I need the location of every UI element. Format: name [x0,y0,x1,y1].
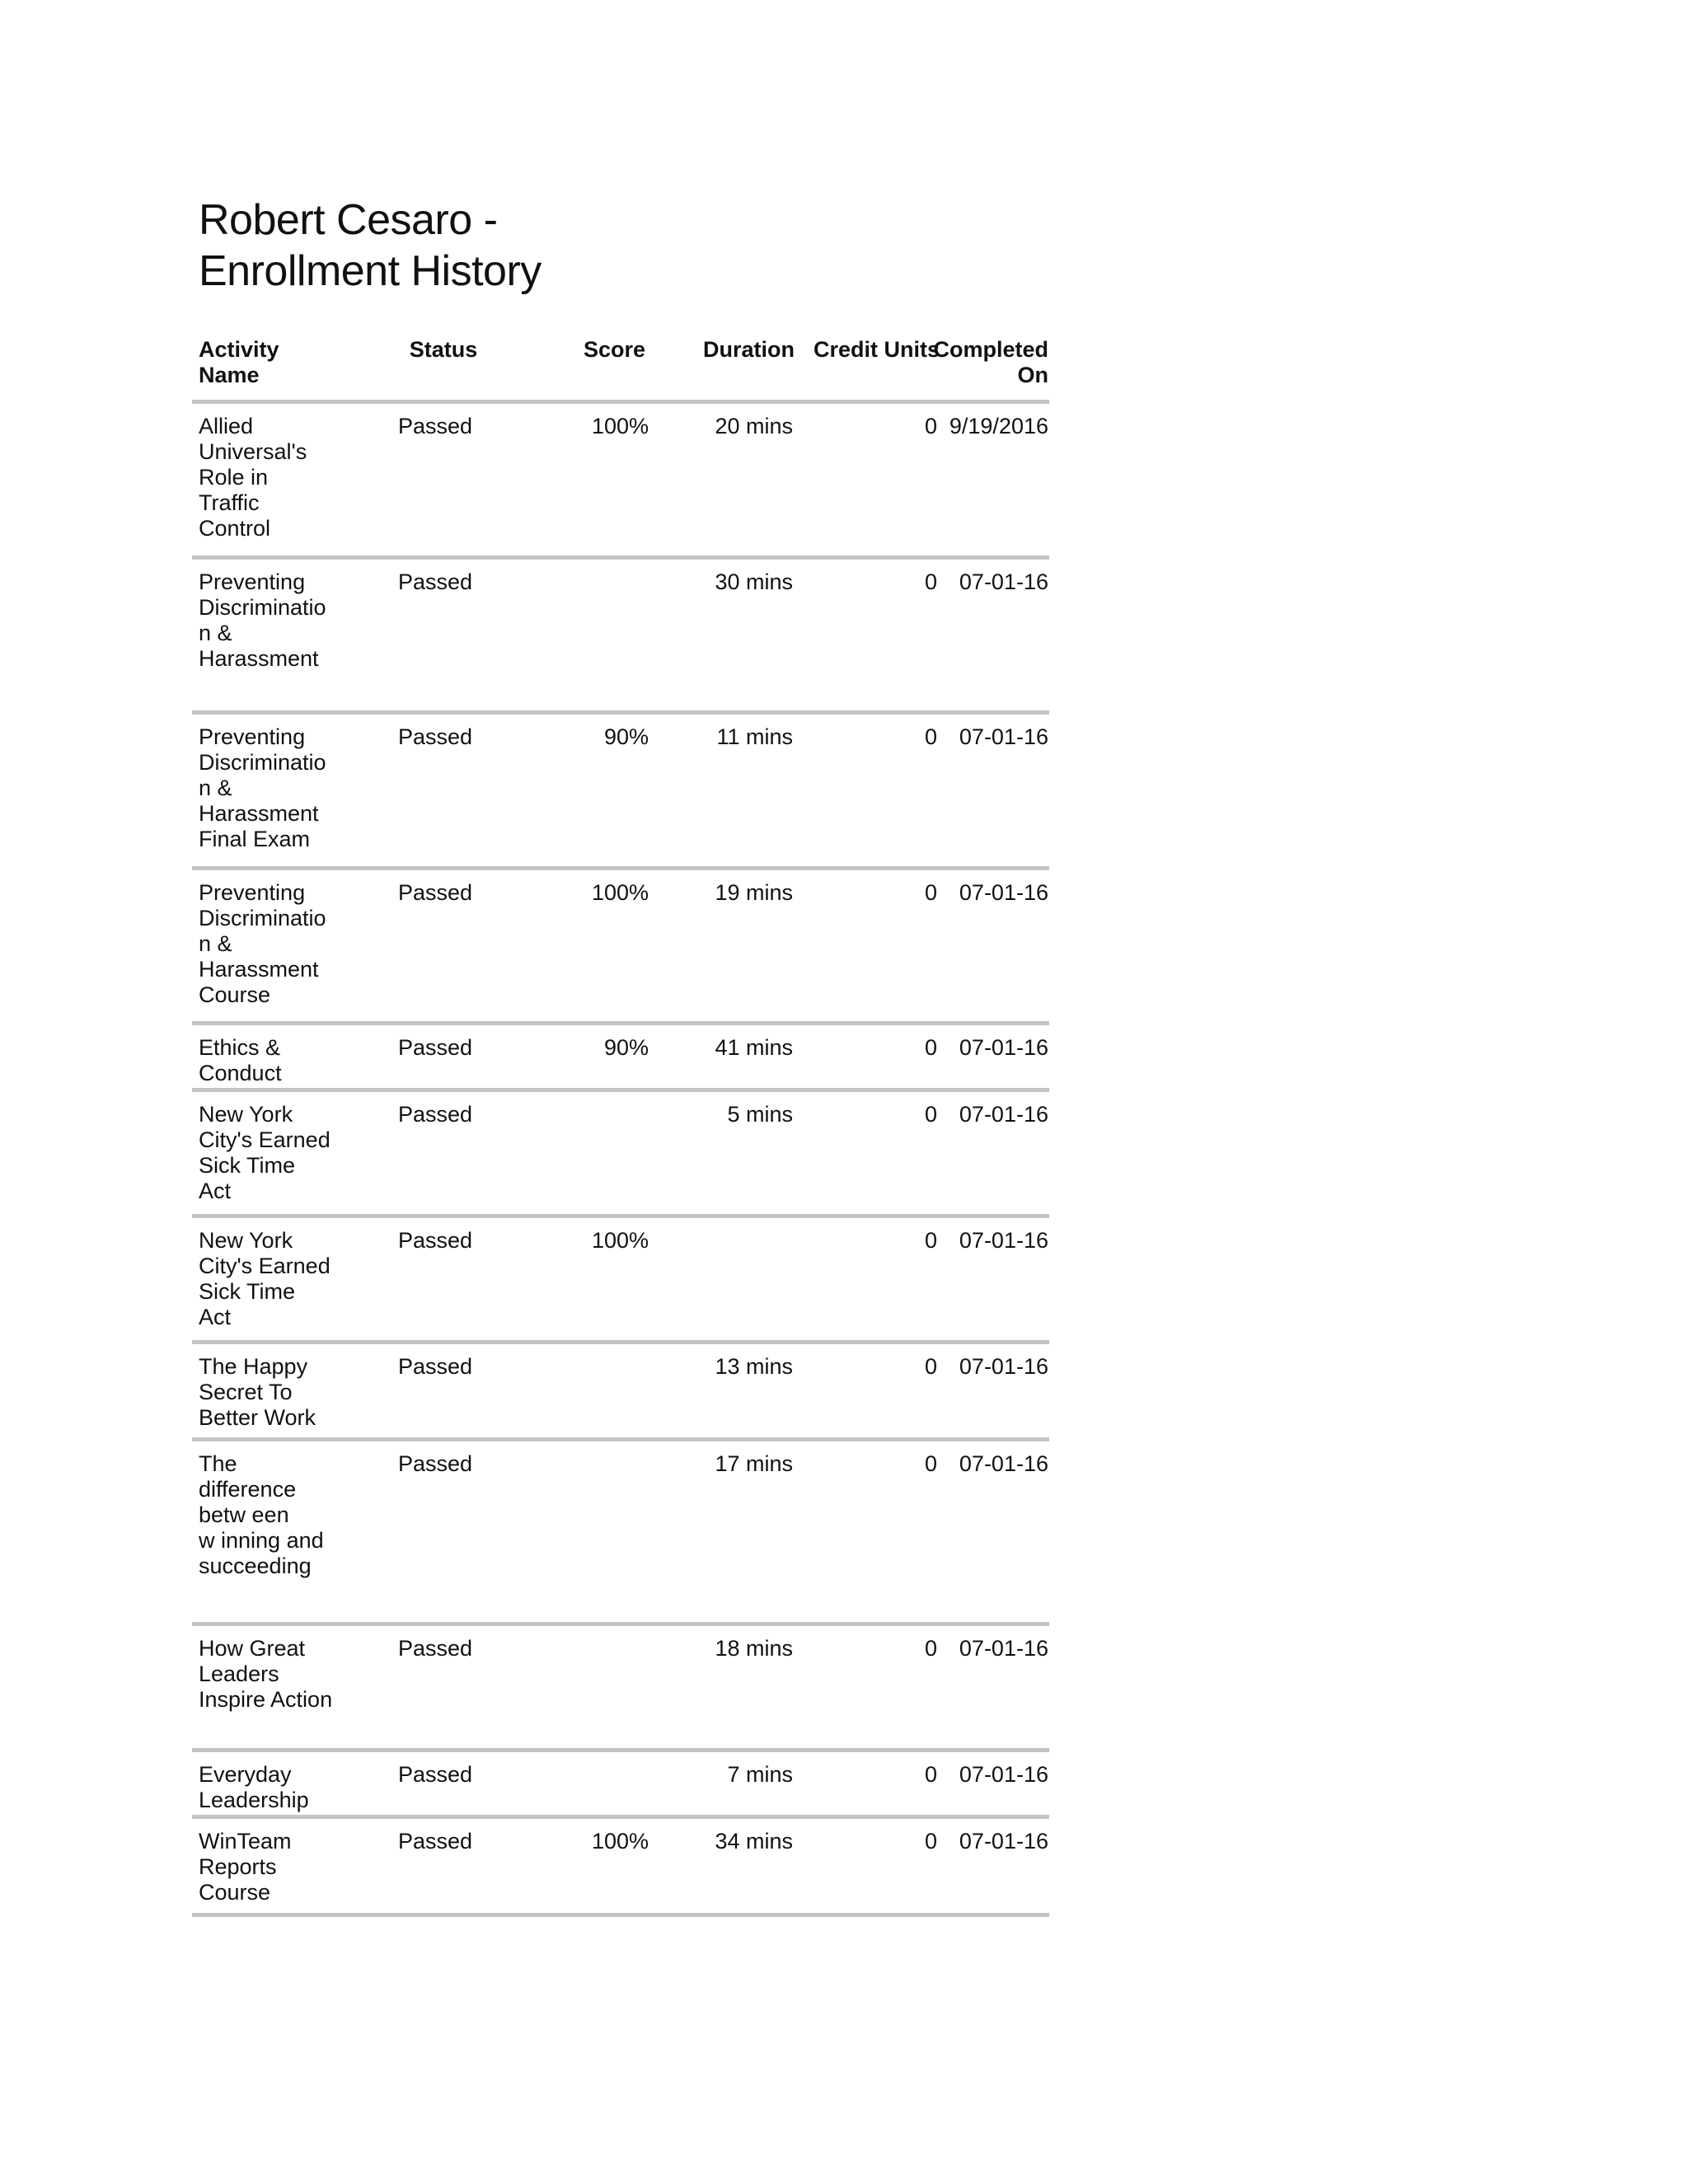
table-row [192,1626,1049,1752]
activity-name: Ethics & Conduct [199,1035,282,1085]
duration: 41 mins [715,1035,793,1060]
header-score: Score [583,337,645,362]
activity-name: Preventing Discriminatio n & Harassment [199,569,326,671]
score: 90% [603,724,649,749]
duration: 17 mins [715,1451,793,1476]
status: Passed [398,880,473,905]
activity-name: How Great Leaders Inspire Action [199,1636,333,1712]
completed-on: 07-01-16 [959,569,1048,594]
completed-on: 07-01-16 [959,1762,1048,1787]
duration: 7 mins [727,1762,793,1787]
completed-on: 07-01-16 [959,1636,1048,1661]
activity-name: The difference betw een w inning and succeeding [199,1451,324,1578]
credit-units: 0 [924,569,937,594]
credit-units: 0 [924,1451,937,1476]
credit-units: 0 [924,1829,937,1854]
duration: 34 mins [715,1829,793,1854]
credit-units: 0 [924,1035,937,1060]
table-row [192,1218,1049,1344]
activity-name: Everyday Leadership [199,1762,309,1812]
status: Passed [398,724,473,749]
table-row [192,1344,1049,1441]
duration: 19 mins [715,880,793,905]
duration: 13 mins [715,1354,793,1379]
status: Passed [398,1636,473,1661]
credit-units: 0 [924,414,937,438]
completed-on: 9/19/2016 [949,414,1048,438]
table-row [192,870,1049,1025]
completed-on: 07-01-16 [959,1451,1048,1476]
score: 100% [591,414,649,438]
table-row [192,1819,1049,1917]
table-row [192,560,1049,715]
activity-name: New York City's Earned Sick Time Act [199,1228,331,1329]
duration: 18 mins [715,1636,793,1661]
duration: 5 mins [727,1102,793,1127]
duration: 11 mins [716,724,793,749]
page-title-line-2: Enrollment History [199,247,542,295]
completed-on: 07-01-16 [959,1035,1048,1060]
table-row [192,715,1049,870]
status: Passed [398,414,473,438]
completed-on: 07-01-16 [959,1354,1048,1379]
activity-name: New York City's Earned Sick Time Act [199,1102,331,1203]
score: 100% [591,1228,649,1253]
completed-on: 07-01-16 [959,1102,1048,1127]
credit-units: 0 [924,724,937,749]
table-row [192,1441,1049,1626]
table-row [192,404,1049,560]
table-row [192,1092,1049,1218]
header-completed-on: Completed On [933,337,1048,387]
header-status: Status [409,337,478,362]
credit-units: 0 [924,1102,937,1127]
duration: 30 mins [715,569,793,594]
credit-units: 0 [924,880,937,905]
header-activity-name: Activity Name [199,337,279,387]
activity-name: The Happy Secret To Better Work [199,1354,316,1430]
credit-units: 0 [924,1354,937,1379]
activity-name: Allied Universal's Role in Traffic Control [199,414,307,541]
activity-name: Preventing Discriminatio n & Harassment Course [199,880,326,1007]
table-header [192,334,1049,404]
credit-units: 0 [924,1636,937,1661]
completed-on: 07-01-16 [959,1228,1048,1253]
table-row [192,1752,1049,1819]
score: 100% [591,1829,649,1854]
status: Passed [398,569,473,594]
status: Passed [398,1354,473,1379]
header-credit-units: Credit Units [813,337,940,362]
status: Passed [398,1035,473,1060]
page-title [199,194,542,297]
table-row [192,1025,1049,1092]
status: Passed [398,1102,473,1127]
activity-name: WinTeam Reports Course [199,1829,292,1905]
completed-on: 07-01-16 [959,880,1048,905]
page-title-line-1: Robert Cesaro - [199,196,498,244]
status: Passed [398,1228,473,1253]
score: 90% [603,1035,649,1060]
activity-name: Preventing Discriminatio n & Harassment Final Exam [199,724,326,851]
header-duration: Duration [703,337,795,362]
duration: 20 mins [715,414,793,438]
score: 100% [591,880,649,905]
enrollment-table [192,334,1049,1917]
completed-on: 07-01-16 [959,724,1048,749]
credit-units: 0 [924,1762,937,1787]
completed-on: 07-01-16 [959,1829,1048,1854]
credit-units: 0 [924,1228,937,1253]
status: Passed [398,1829,473,1854]
status: Passed [398,1762,473,1787]
status: Passed [398,1451,473,1476]
